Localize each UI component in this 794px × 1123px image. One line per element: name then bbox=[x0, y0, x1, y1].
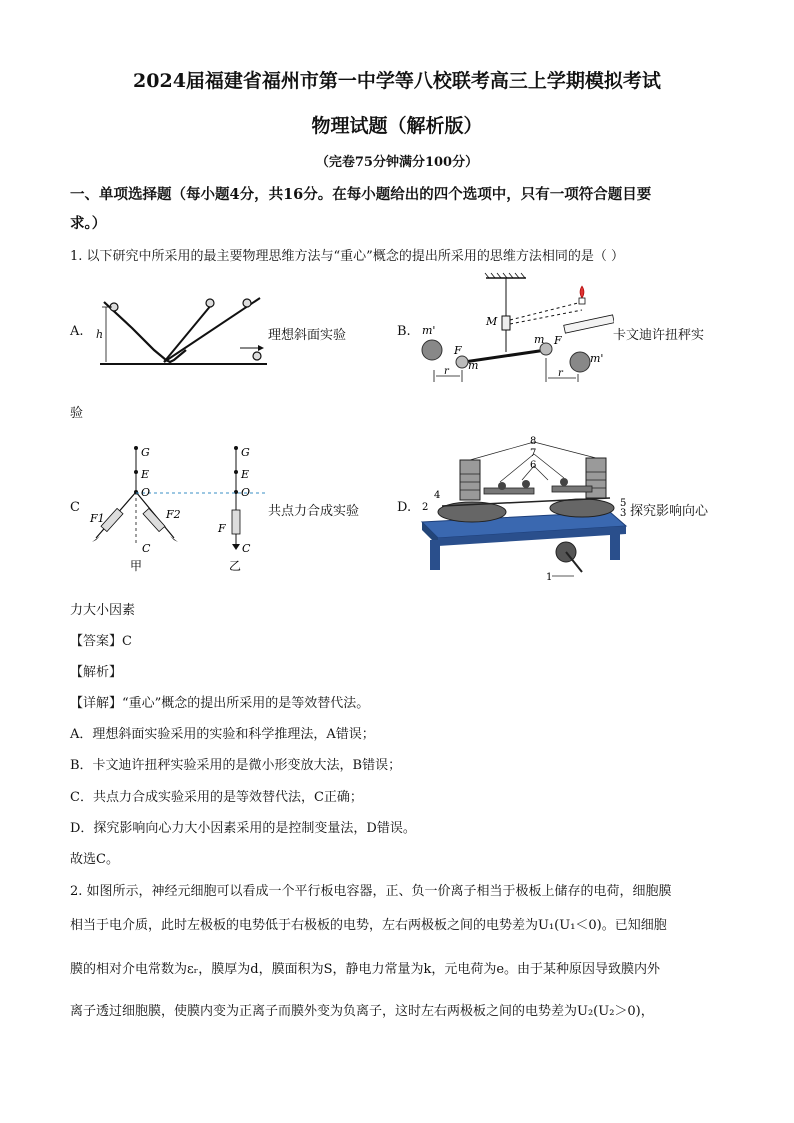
force-composition-figure bbox=[86, 440, 271, 576]
explanation-a: A．理想斜面实验采用的实验和科学推理法，A错误； bbox=[70, 727, 375, 742]
height-label: h bbox=[96, 328, 104, 341]
option-a-letter: A. bbox=[70, 324, 84, 339]
question-2-line-4: 离子透过细胞膜，使膜内变为正离子而膜外变为负离子，这时左右两极板之间的电势差为U₂(U₂＞0)， bbox=[70, 1004, 654, 1019]
option-d-label: 探究影响向心 bbox=[630, 504, 709, 519]
page-subtitle: 物理试题（解析版） bbox=[311, 115, 483, 137]
option-a-label: 理想斜面实验 bbox=[268, 328, 347, 343]
page-title: 2024届福建省福州市第一中学等八校联考高三上学期模拟考试 bbox=[133, 70, 661, 92]
mirror-label: M bbox=[486, 315, 498, 328]
force-label-right: F bbox=[554, 334, 562, 347]
part-2-label: 2 bbox=[422, 502, 429, 513]
force-f2-label: F2 bbox=[166, 508, 181, 521]
option-c-letter: C bbox=[70, 500, 80, 515]
point-o-label-2: O bbox=[241, 486, 251, 499]
big-mass-label-left: m' bbox=[422, 324, 436, 337]
force-f1-label: F1 bbox=[90, 512, 105, 525]
fig-yi-label: 乙 bbox=[229, 559, 242, 573]
force-label-left: F bbox=[454, 344, 462, 357]
part-7-label: 7 bbox=[530, 448, 537, 459]
distance-label-left: r bbox=[444, 366, 449, 377]
small-mass-label-right: m bbox=[534, 333, 545, 346]
part-4-label: 4 bbox=[434, 490, 441, 501]
part-5-label: 5 bbox=[620, 498, 627, 509]
question-1-stem: 1. 以下研究中所采用的最主要物理思维方法与“重心”概念的提出所采用的思维方法相同的是（ ） bbox=[70, 249, 624, 264]
option-b-letter: B. bbox=[397, 324, 411, 339]
point-c-label-2: C bbox=[242, 542, 251, 555]
fig-jia-label: 甲 bbox=[130, 559, 143, 573]
small-mass-label-left: m bbox=[468, 359, 479, 372]
point-e-label-2: E bbox=[241, 468, 250, 481]
centripetal-force-apparatus-figure bbox=[414, 430, 630, 586]
explanation-b: B．卡文迪许扭秤实验采用的是微小形变放大法，B错误； bbox=[70, 758, 402, 773]
point-o-label-1: O bbox=[141, 486, 151, 499]
section-heading-cont: 求。） bbox=[70, 215, 107, 232]
option-d-label-cont: 力大小因素 bbox=[70, 603, 136, 618]
option-c-label: 共点力合成实验 bbox=[268, 504, 360, 519]
part-6-label: 6 bbox=[530, 460, 537, 471]
part-3-label: 3 bbox=[620, 508, 627, 519]
exam-info: （完卷75分钟满分100分） bbox=[315, 155, 479, 170]
point-e-label-1: E bbox=[141, 468, 150, 481]
part-1-label: 1 bbox=[546, 572, 553, 583]
point-g-label-1: G bbox=[141, 446, 150, 459]
distance-label-right: r bbox=[558, 368, 563, 379]
answer-line: 【答案】C bbox=[70, 634, 132, 649]
point-c-label-1: C bbox=[142, 542, 151, 555]
cavendish-torsion-figure bbox=[414, 270, 614, 390]
big-mass-label-right: m' bbox=[590, 352, 604, 365]
question-2-line-3: 膜的相对介电常数为εᵣ，膜厚为d，膜面积为S，静电力常量为k，元电荷为e。由于某种原因导致膜内外 bbox=[70, 962, 661, 977]
explanation-d: D．探究影响向心力大小因素采用的是控制变量法，D错误。 bbox=[70, 821, 416, 836]
conclusion-line: 故选C。 bbox=[70, 852, 119, 867]
explanation-c: C．共点力合成实验采用的是等效替代法，C正确； bbox=[70, 790, 363, 805]
force-f-label: F bbox=[218, 522, 226, 535]
inclined-plane-figure bbox=[92, 292, 272, 372]
point-g-label-2: G bbox=[241, 446, 250, 459]
option-b-label-cont: 验 bbox=[70, 406, 84, 421]
part-8-label: 8 bbox=[530, 436, 537, 447]
analysis-heading: 【解析】 bbox=[70, 665, 123, 680]
detail-line: 【详解】“重心”概念的提出所采用的是等效替代法。 bbox=[70, 696, 370, 711]
question-2-line-2: 相当于电介质，此时左极板的电势低于右极板的电势，左右两极板之间的电势差为U₁(U₁＜0)。已知细胞 bbox=[70, 918, 667, 933]
option-d-letter: D. bbox=[397, 500, 412, 515]
question-2-line-1: 2. 如图所示，神经元细胞可以看成一个平行板电容器，正、负一价离子相当于极板上储存的电荷，细胞膜 bbox=[70, 884, 672, 899]
option-b-label: 卡文迪许扭秤实 bbox=[613, 328, 705, 343]
section-heading: 一、单项选择题（每小题4分，共16分。在每小题给出的四个选项中，只有一项符合题目要 bbox=[70, 186, 652, 203]
